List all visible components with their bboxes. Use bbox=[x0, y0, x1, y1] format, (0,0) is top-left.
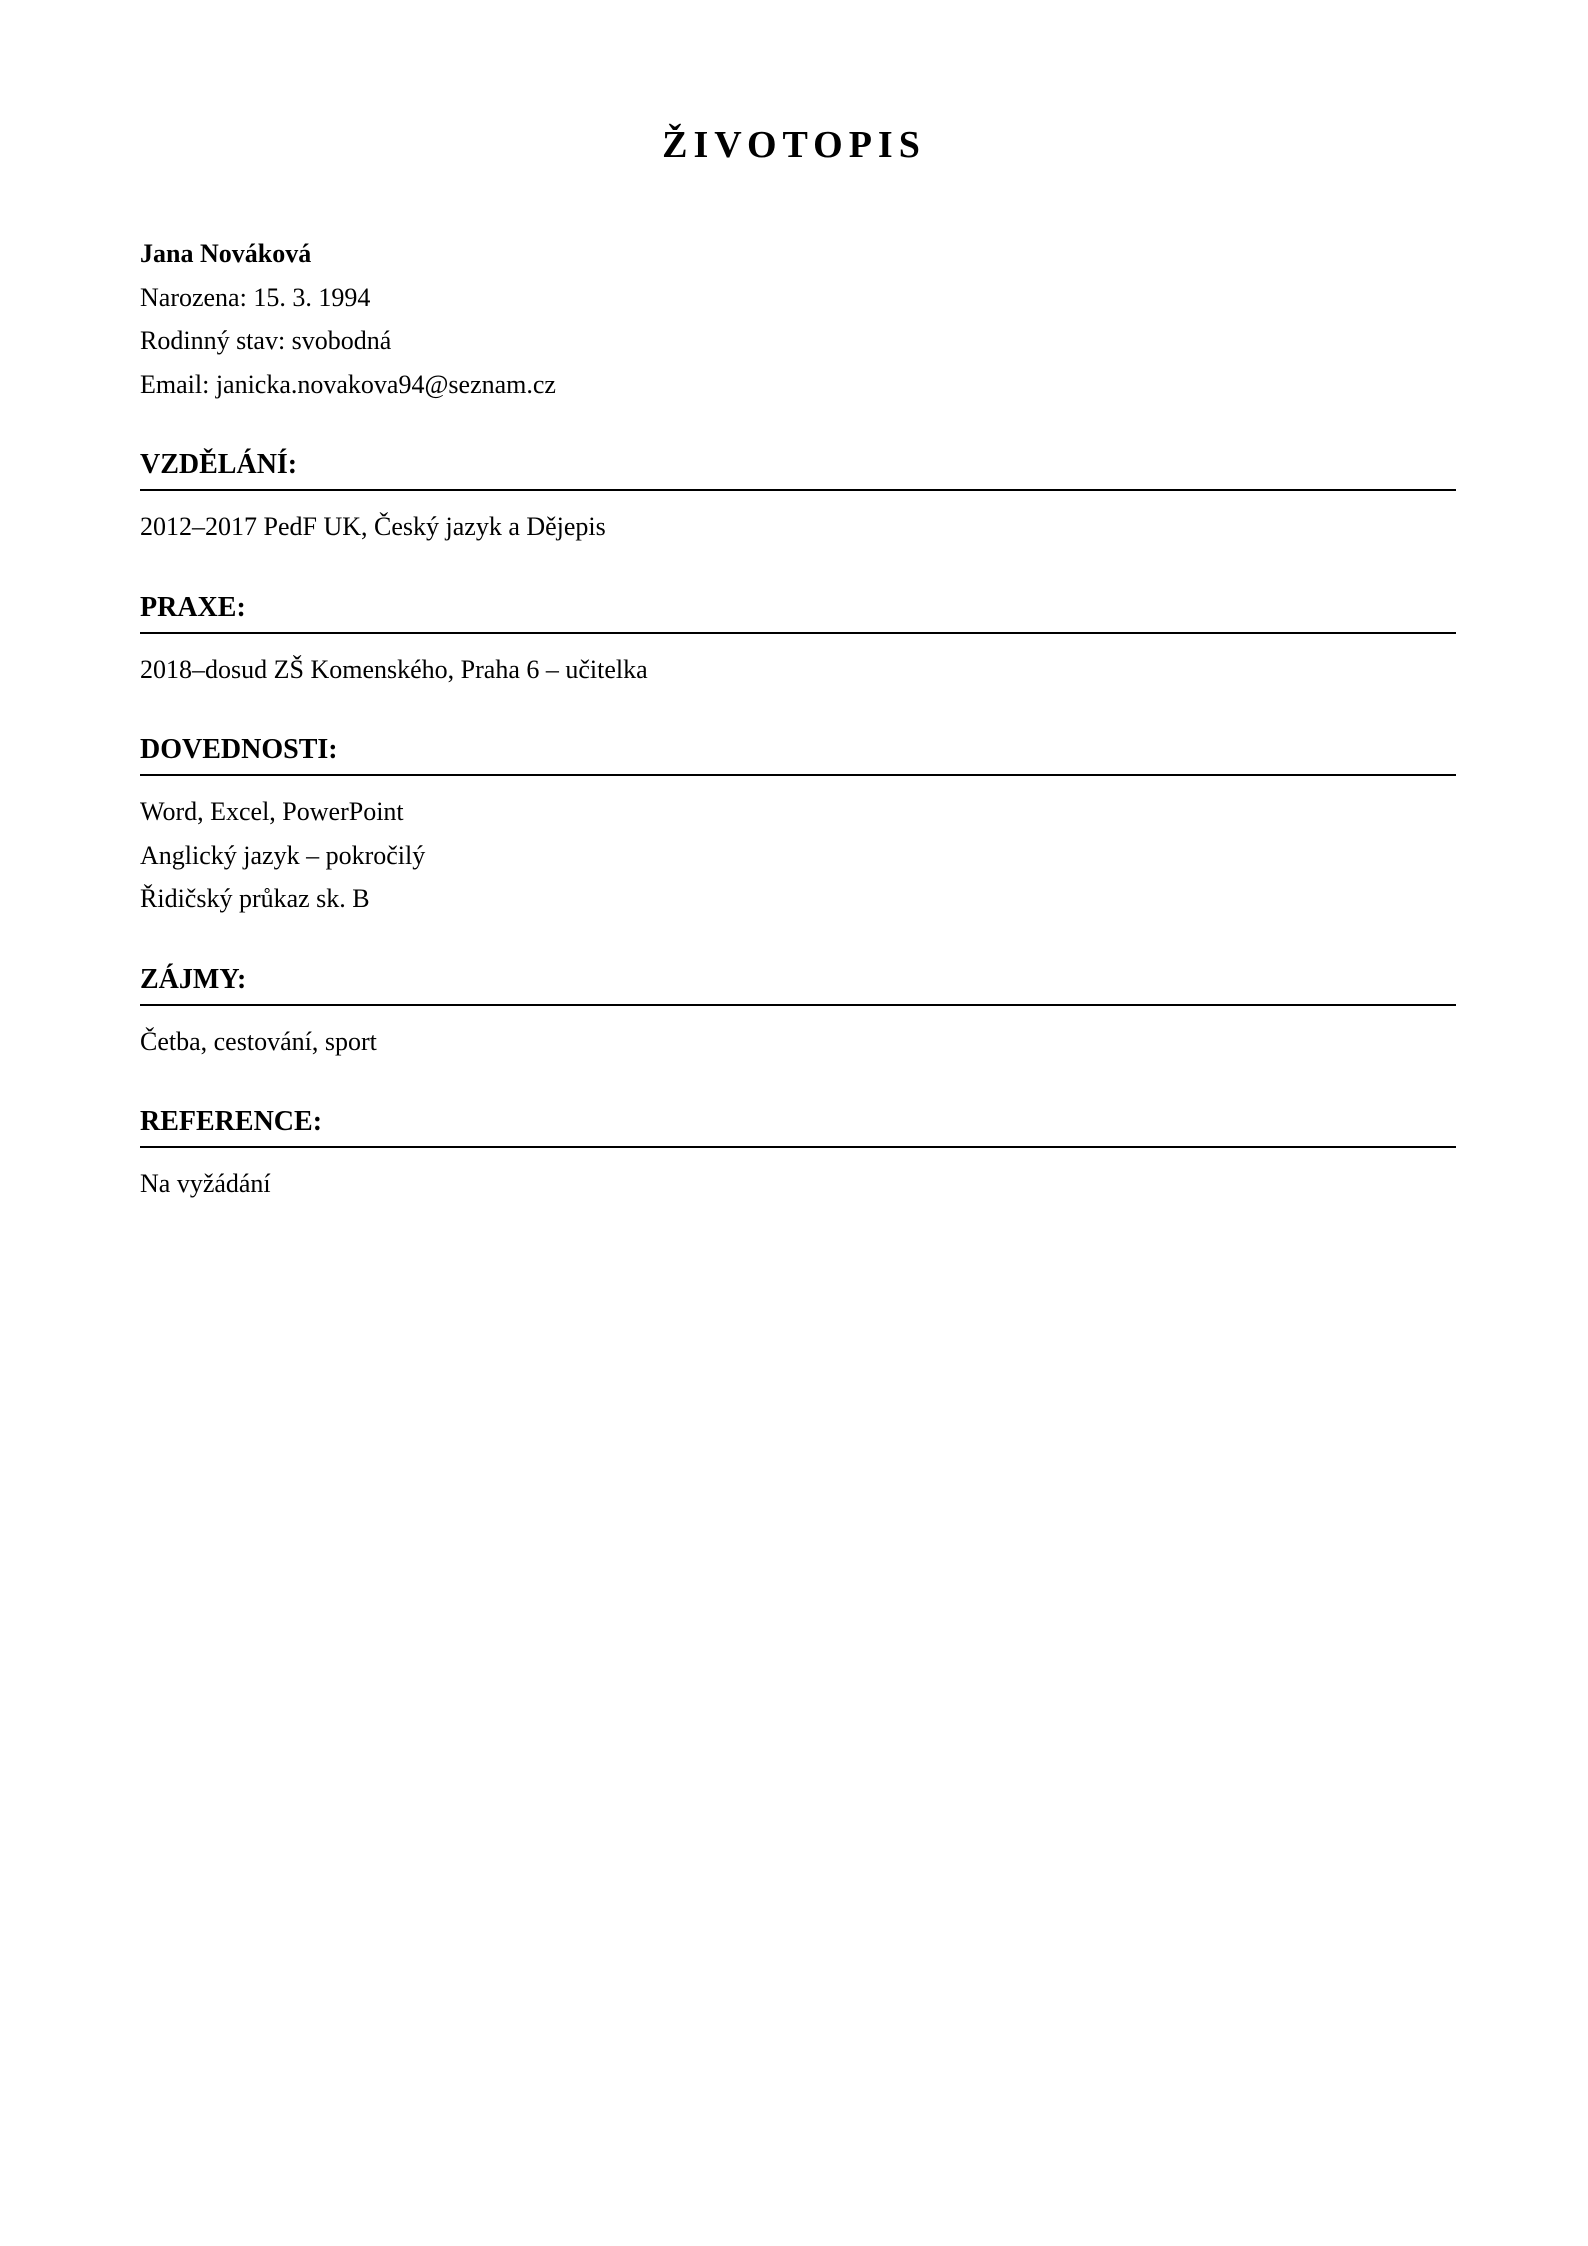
personal-info bbox=[140, 232, 1456, 406]
section-heading: REFERENCE: bbox=[140, 1102, 1456, 1148]
section-skills bbox=[140, 730, 1456, 921]
email: Email: janicka.novakova94@seznam.cz bbox=[140, 369, 556, 399]
section-heading: PRAXE: bbox=[140, 588, 1456, 634]
section-body bbox=[140, 491, 1456, 549]
section-body bbox=[140, 776, 1456, 921]
skill-entry: Word, Excel, PowerPoint bbox=[140, 797, 404, 826]
skill-entry: Anglický jazyk – pokročilý bbox=[140, 840, 426, 870]
section-body bbox=[140, 1006, 1456, 1064]
section-education bbox=[140, 445, 1456, 549]
experience-entry: 2018–dosud ZŠ Komenského, Praha 6 – učitelka bbox=[140, 654, 648, 684]
document-title: ŽIVOTOPIS bbox=[662, 124, 926, 166]
skill-entry: Řidičský průkaz sk. B bbox=[140, 884, 370, 913]
cv-content bbox=[140, 232, 1456, 1206]
section-heading: VZDĚLÁNÍ: bbox=[140, 445, 1456, 491]
education-entry: 2012–2017 PedF UK, Český jazyk a Dějepis bbox=[140, 512, 606, 541]
section-heading: DOVEDNOSTI: bbox=[140, 730, 1456, 776]
marital-status: Rodinný stav: svobodná bbox=[140, 326, 392, 355]
section-references bbox=[140, 1102, 1456, 1206]
references-entry: Na vyžádání bbox=[140, 1169, 271, 1198]
section-interests bbox=[140, 960, 1456, 1064]
birth-date: Narozena: 15. 3. 1994 bbox=[140, 282, 371, 312]
section-experience bbox=[140, 588, 1456, 692]
section-body bbox=[140, 634, 1456, 692]
section-heading: ZÁJMY: bbox=[140, 960, 1456, 1006]
interests-entry: Četba, cestování, sport bbox=[140, 1026, 377, 1056]
section-body bbox=[140, 1148, 1456, 1206]
person-name: Jana Nováková bbox=[140, 239, 312, 268]
